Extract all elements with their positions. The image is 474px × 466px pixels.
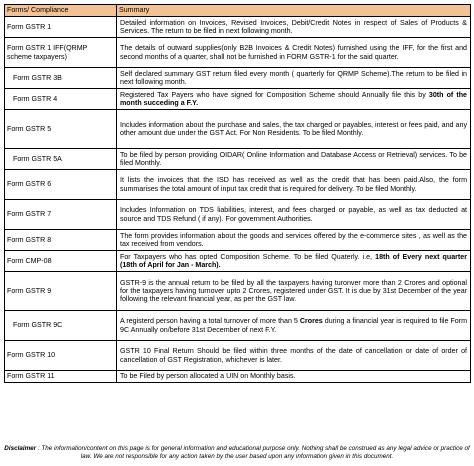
table-row [5, 149, 471, 170]
summary-text: For Taxpayers who has opted Composition Scheme. To be filed Quaterly. i.e, [120, 252, 376, 261]
form-name-cell: Form GSTR 9 [5, 272, 117, 311]
form-name-cell: Form GSTR 5 [5, 110, 117, 149]
summary-text: during a financial year is required to file Form 9C Annually on/before 31st December of next F.Y. [120, 317, 467, 334]
form-name-cell: Form GSTR 1 [5, 17, 117, 38]
form-name-cell: Form GSTR 5A [5, 149, 117, 170]
summary-cell [117, 38, 471, 68]
table-row [5, 110, 471, 149]
summary-text: GSTR 10 Final Return Should be filed within three months of the date of cancellation or date of order of cancellation of GST Registration, whichever is later. [120, 347, 467, 364]
summary-cell [117, 251, 471, 272]
table-row [5, 341, 471, 371]
summary-text: Includes Information on TDS liabilities, interest, and fees charged or payable, as well as tax deducted at source and TDS Refund ( if any). For government Authorities. [120, 206, 467, 223]
summary-text: A registerd person having a total turnover of more than 5 [120, 317, 300, 326]
table-row [5, 371, 471, 383]
form-name-cell: Form GSTR 1 IFF(QRMP scheme taxpayers) [5, 38, 117, 68]
disclaimer-label: Disclaimer [4, 445, 37, 452]
form-name-cell: Form CMP-08 [5, 251, 117, 272]
form-name-cell: Form GSTR 11 [5, 371, 117, 383]
table-row [5, 230, 471, 251]
table-body [5, 17, 471, 383]
table-header-row [5, 5, 471, 17]
summary-text: The details of outward supplies(only B2B Invoices & Credit Notes) furnished using the IFF, for the first and second months of a quarter, shall not be furnished in FORM GSTR-1 for the said quarter. [120, 44, 467, 61]
summary-text: Self declared summary GST return filed every month ( quarterly for QRMP Scheme).The return to be filed in next following month. [120, 69, 467, 86]
summary-cell [117, 149, 471, 170]
form-name-cell: Form GSTR 3B [5, 68, 117, 89]
table-row [5, 68, 471, 89]
table-row [5, 38, 471, 68]
table-row [5, 272, 471, 311]
summary-cell [117, 17, 471, 38]
table-row [5, 200, 471, 230]
summary-cell [117, 68, 471, 89]
summary-cell [117, 230, 471, 251]
summary-cell [117, 200, 471, 230]
summary-text: Registered Tax Payers who have signed for Composition Scheme should Annually file this by [120, 90, 429, 99]
summary-text: To be Filed by person allocated a UIN on Monthly basis. [120, 372, 296, 381]
header-forms-compliance: Forms/ Compliance [5, 5, 117, 17]
compliance-table [4, 4, 471, 383]
table-row [5, 170, 471, 200]
header-summary: Summary [117, 5, 471, 17]
summary-cell [117, 341, 471, 371]
summary-text: GSTR-9 is the annual return to be filed by all the taxpayers having turonver more than 2 Crores and optional for the taxpayers having turnover upto 2 Crores, registered under GST. It is due by 31st December of the year following the relevant financial year, as per the GST law. [120, 278, 467, 304]
summary-cell [117, 371, 471, 383]
form-name-cell: Form GSTR 10 [5, 341, 117, 371]
form-name-cell: Form GSTR 6 [5, 170, 117, 200]
table-row [5, 89, 471, 110]
summary-text: Detailed information on Invoices, Revised Invoices, Debit/Credit Notes in respect of Sales of Products & Services. The return to be filed in next following month. [120, 18, 467, 35]
table-row [5, 311, 471, 341]
form-name-cell: Form GSTR 7 [5, 200, 117, 230]
table-row [5, 17, 471, 38]
summary-emphasis: Crores [299, 317, 323, 326]
summary-cell [117, 170, 471, 200]
summary-text: The form provides information about the goods and services offered by the e-commerce sites , as well as the tax received from vendors. [120, 231, 467, 248]
summary-text: It lists the invoices that the ISD has received as well as the credit that has been paid.Also, the form summarises the total amount of input tax credit that is required for delivery. To be filed Monthly. [120, 176, 467, 193]
summary-text: To be filed by person providing OIDAR( Online Information and Database Access or Retrieval) services. To be filed Monthly. [120, 150, 467, 167]
summary-text: Includes information about the purchase and sales, the tax charged or payables, interest or fees paid, and any other amount due under the GST Act. For Non Residents. To be filed Monthly. [120, 120, 467, 137]
summary-emphasis: 30th of the month succeding a F.Y. [120, 90, 467, 107]
summary-cell [117, 110, 471, 149]
summary-cell [117, 311, 471, 341]
summary-cell [117, 89, 471, 110]
disclaimer [4, 445, 470, 460]
form-name-cell: Form GSTR 4 [5, 89, 117, 110]
summary-emphasis: 18th of Every next quarter (18th of April for Jan - March). [120, 252, 467, 269]
table-row [5, 251, 471, 272]
form-name-cell: Form GSTR 9C [5, 311, 117, 341]
summary-cell [117, 272, 471, 311]
disclaimer-text: : The information/content on this page is for general information and educational purpose only. Nothing shall be construed as any legal advice or practice of law. We are not responsible for any action taken by the user based upon any information given in this document. [36, 445, 470, 460]
form-name-cell: Form GSTR 8 [5, 230, 117, 251]
